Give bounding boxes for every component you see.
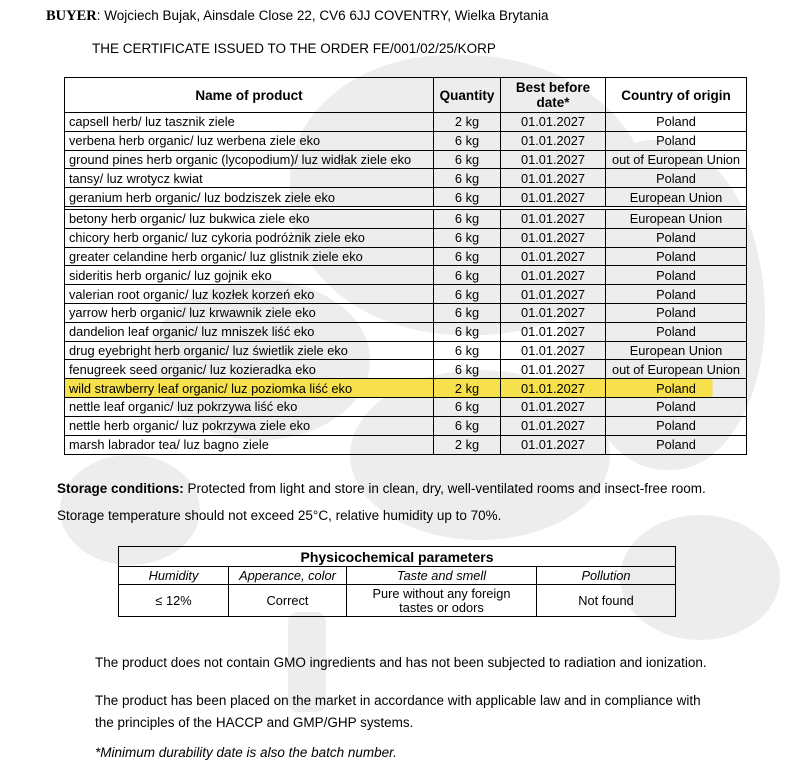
origin-cell: European Union [629, 189, 723, 205]
origin-cell: Poland [606, 379, 746, 397]
product-name-cell: yarrow herb organic/ luz krwawnik ziele eko [65, 304, 434, 322]
quantity-cell: 6 kg [434, 188, 501, 206]
best-before-cell: 01.01.2027 [501, 436, 606, 455]
origin-cell: Poland [656, 248, 696, 264]
origin-cell: Poland [656, 324, 696, 340]
quantity-cell: 6 kg [434, 360, 501, 378]
best-before-cell: 01.01.2027 [501, 323, 606, 341]
value-humidity: ≤ 12% [119, 585, 229, 616]
storage-conditions-line [57, 481, 706, 496]
origin-cell: Poland [656, 437, 696, 453]
table-row [65, 342, 746, 361]
physicochemical-table [118, 546, 676, 617]
origin-cell: Poland [656, 305, 696, 321]
buyer-separator: : [96, 8, 105, 23]
quantity-cell: 2 kg [434, 379, 501, 397]
physicochemical-title: Physicochemical parameters [119, 547, 675, 567]
product-name-cell: sideritis herb organic/ luz gojnik eko [65, 266, 434, 284]
origin-cell: European Union [629, 342, 723, 358]
table-row [65, 229, 746, 248]
quantity-cell: 6 kg [434, 417, 501, 435]
quantity-cell: 6 kg [434, 323, 501, 341]
quantity-cell: 6 kg [434, 266, 501, 284]
table-row [65, 379, 746, 398]
best-before-cell: 01.01.2027 [501, 342, 606, 360]
products-table-body [65, 113, 746, 454]
buyer-label: BUYER [46, 8, 97, 24]
product-name-cell: greater celandine herb organic/ luz glistnik ziele eko [65, 248, 434, 266]
law-compliance-statement: The product has been placed on the market in accordance with applicable law and in compliance with the principles of the HACCP and GMP/GHP systems. [95, 693, 701, 730]
header-best-before-date: Best before date* [501, 78, 606, 112]
quantity-cell: 6 kg [434, 229, 501, 247]
quantity-cell: 6 kg [434, 169, 501, 187]
product-name-cell: ground pines herb organic (lycopodium)/ luz widłak ziele eko [65, 151, 434, 169]
best-before-cell: 01.01.2027 [501, 304, 606, 322]
origin-cell: Poland [656, 230, 696, 246]
durability-date-note: *Minimum durability date is also the batch number. [95, 745, 397, 760]
product-name-cell: fenugreek seed organic/ luz kozieradka eko [65, 360, 434, 378]
buyer-value: Wojciech Bujak, Ainsdale Close 22, CV6 6JJ COVENTRY, Wielka Brytania [104, 8, 549, 23]
best-before-cell: 01.01.2027 [501, 188, 606, 206]
table-row [65, 151, 746, 170]
product-name-cell: drug eyebright herb organic/ luz świetlik ziele eko [65, 342, 434, 360]
quantity-cell: 6 kg [434, 151, 501, 169]
quantity-cell: 6 kg [434, 304, 501, 322]
best-before-cell: 01.01.2027 [501, 151, 606, 169]
product-name-cell: dandelion leaf organic/ luz mniszek liść eko [65, 323, 434, 341]
table-row [65, 113, 746, 132]
product-name-cell: verbena herb organic/ luz werbena ziele eko [65, 132, 434, 150]
table-row [65, 210, 746, 229]
origin-cell: Poland [656, 418, 696, 434]
table-row [65, 266, 746, 285]
product-name-cell: chicory herb organic/ luz cykoria podróżnik ziele eko [65, 229, 434, 247]
product-name-cell: nettle herb organic/ luz pokrzywa ziele eko [65, 417, 434, 435]
quantity-cell: 6 kg [434, 285, 501, 303]
product-name-cell: tansy/ luz wrotycz kwiat [65, 169, 434, 187]
physicochemical-headers [119, 567, 675, 585]
best-before-cell: 01.01.2027 [501, 132, 606, 150]
gmo-statement: The product does not contain GMO ingredients and has not been subjected to radiation and ionization. [95, 655, 707, 670]
best-before-cell: 01.01.2027 [501, 248, 606, 266]
certificate-order-line: THE CERTIFICATE ISSUED TO THE ORDER FE/001/02/25/KORP [92, 41, 496, 56]
origin-cell: Poland [656, 114, 696, 130]
best-before-cell: 01.01.2027 [501, 169, 606, 187]
products-table-header [65, 78, 746, 113]
origin-cell: Poland [656, 399, 696, 415]
quantity-cell: 6 kg [434, 342, 501, 360]
table-row [65, 417, 746, 436]
origin-cell: Poland [656, 267, 696, 283]
best-before-cell: 01.01.2027 [501, 360, 606, 378]
best-before-cell: 01.01.2027 [501, 266, 606, 284]
header-country-of-origin: Country of origin [621, 87, 731, 103]
header-pollution: Pollution [581, 568, 631, 583]
product-name-cell: capsell herb/ luz tasznik ziele [65, 113, 434, 131]
best-before-cell: 01.01.2027 [501, 229, 606, 247]
best-before-cell: 01.01.2027 [501, 210, 606, 228]
header-humidity: Humidity [119, 567, 229, 584]
table-row [65, 304, 746, 323]
table-row [65, 323, 746, 342]
header-apperance-color: Apperance, color [229, 567, 347, 584]
quantity-cell: 6 kg [434, 132, 501, 150]
table-row [65, 188, 746, 207]
best-before-cell: 01.01.2027 [501, 417, 606, 435]
product-name-cell: wild strawberry leaf organic/ luz poziomka liść eko [65, 379, 434, 397]
table-row [65, 398, 746, 417]
storage-conditions-text: Protected from light and store in clean, dry, well-ventilated rooms and insect-free room. [183, 481, 706, 496]
physicochemical-values [119, 585, 675, 616]
origin-cell: Poland [656, 170, 696, 186]
product-name-cell: geranium herb organic/ luz bodziszek ziele eko [65, 188, 434, 206]
origin-cell: out of European Union [611, 151, 741, 167]
best-before-cell: 01.01.2027 [501, 285, 606, 303]
quantity-cell: 6 kg [434, 398, 501, 416]
product-name-cell: betony herb organic/ luz bukwica ziele eko [65, 210, 434, 228]
table-row [65, 169, 746, 188]
best-before-cell: 01.01.2027 [501, 398, 606, 416]
table-row [65, 436, 746, 455]
product-name-cell: marsh labrador tea/ luz bagno ziele [65, 436, 434, 455]
products-table [64, 77, 747, 455]
table-row [65, 360, 746, 379]
origin-cell: European Union [629, 211, 723, 227]
product-name-cell: valerian root organic/ luz kozłek korzeń eko [65, 285, 434, 303]
table-row [65, 285, 746, 304]
value-pollution: Not found [578, 592, 634, 608]
value-taste-and-smell: Pure without any foreign tastes or odors [347, 585, 537, 616]
table-row [65, 132, 746, 151]
storage-temperature-line: Storage temperature should not exceed 25°C, relative humidity up to 70%. [57, 508, 502, 523]
buyer-line [46, 8, 548, 25]
table-row [65, 248, 746, 267]
origin-cell: Poland [656, 133, 696, 149]
header-name-of-product: Name of product [65, 78, 434, 112]
header-quantity: Quantity [434, 78, 501, 112]
value-apperance-color: Correct [229, 585, 347, 616]
quantity-cell: 2 kg [434, 436, 501, 455]
header-taste-and-smell: Taste and smell [347, 567, 537, 584]
storage-conditions-label: Storage conditions: [57, 481, 184, 496]
quantity-cell: 2 kg [434, 113, 501, 131]
quantity-cell: 6 kg [434, 248, 501, 266]
quantity-cell: 6 kg [434, 210, 501, 228]
origin-cell: Poland [656, 286, 696, 302]
product-name-cell: nettle leaf organic/ luz pokrzywa liść eko [65, 398, 434, 416]
origin-cell: out of European Union [611, 361, 741, 377]
best-before-cell: 01.01.2027 [501, 379, 606, 397]
best-before-cell: 01.01.2027 [501, 113, 606, 131]
